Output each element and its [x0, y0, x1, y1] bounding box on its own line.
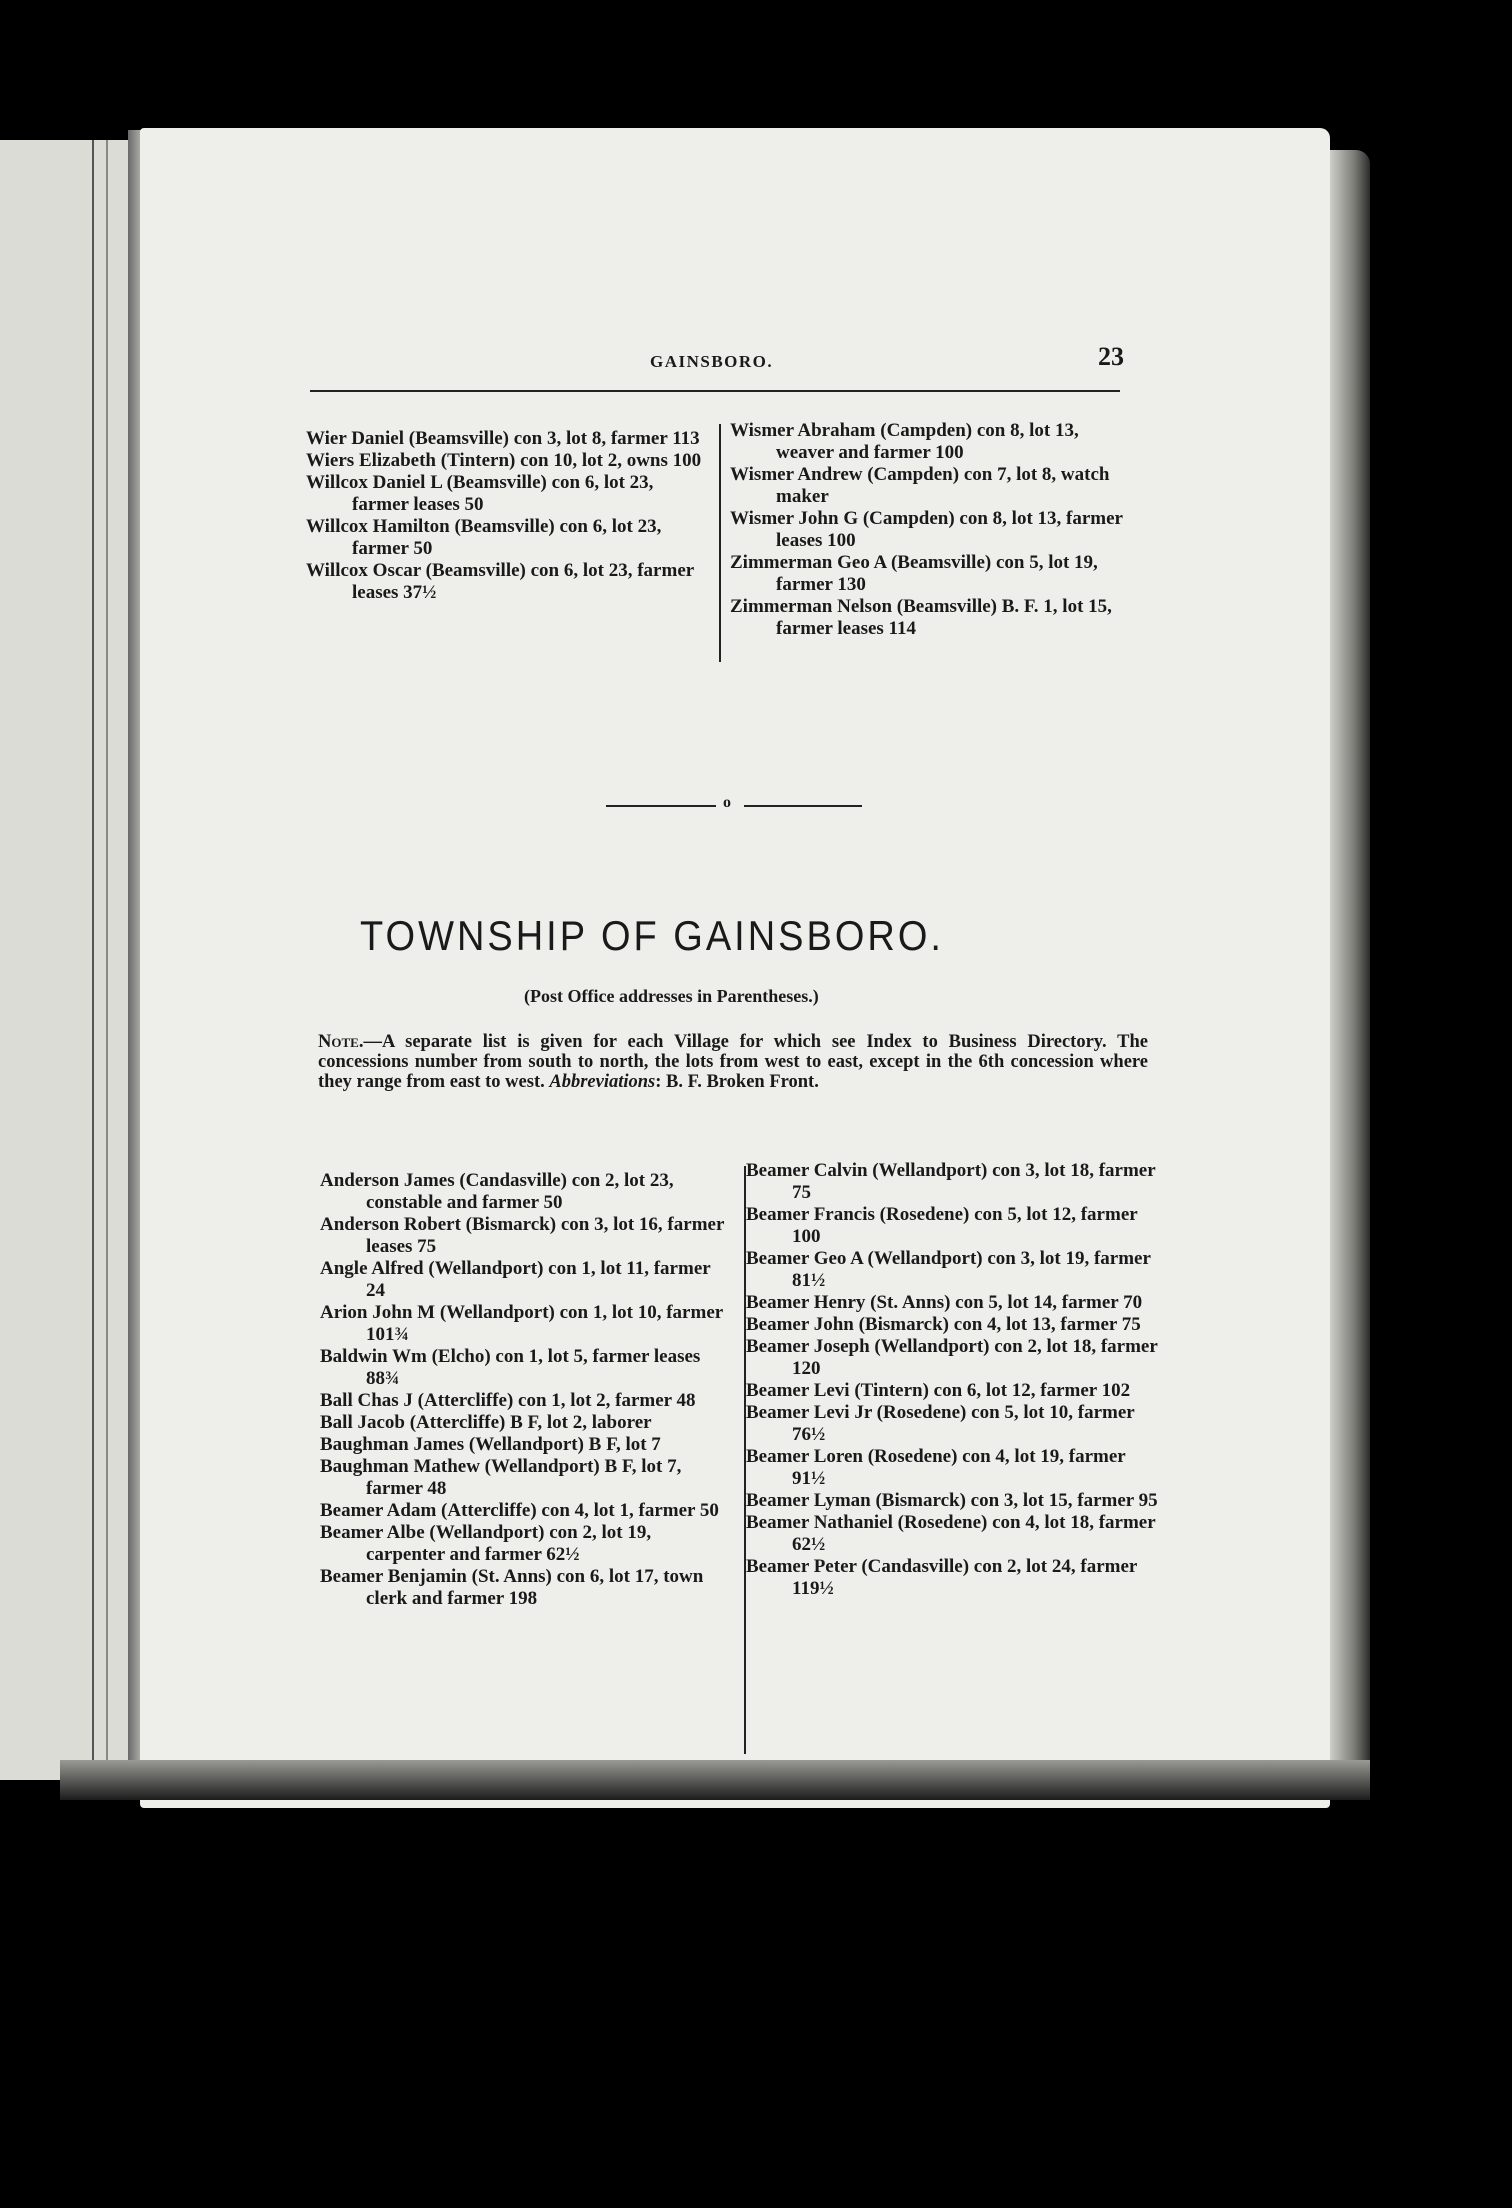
directory-entry: Beamer Geo A (Wellandport) con 3, lot 19, farmer 81½ — [746, 1248, 1151, 1291]
note-abbreviations-text: : B. F. Broken Front. — [655, 1072, 819, 1092]
directory-entry: Ball Jacob (Attercliffe) B F, lot 2, laborer — [320, 1412, 652, 1433]
ornament-mark: o — [723, 794, 731, 811]
ornament-rule-right — [744, 805, 862, 807]
header-rule — [310, 390, 1120, 392]
directory-entry: Willcox Hamilton (Beamsville) con 6, lot 23, farmer 50 — [306, 516, 662, 559]
directory-entry: Baldwin Wm (Elcho) con 1, lot 5, farmer leases 88¾ — [320, 1346, 701, 1389]
directory-entry: Anderson James (Candasville) con 2, lot 23, constable and farmer 50 — [320, 1170, 674, 1213]
section-subtitle: (Post Office addresses in Parentheses.) — [524, 986, 819, 1006]
page-bottom-shadow — [60, 1760, 1370, 1800]
directory-entry: Willcox Oscar (Beamsville) con 6, lot 23, farmer leases 37½ — [306, 560, 694, 603]
page-stack-edge — [1330, 150, 1370, 1790]
directory-entry: Beamer Albe (Wellandport) con 2, lot 19, carpenter and farmer 62½ — [320, 1522, 652, 1565]
running-head: GAINSBORO. — [650, 352, 774, 371]
directory-entry: Wismer John G (Campden) con 8, lot 13, farmer leases 100 — [730, 508, 1123, 551]
note-abbreviations-label: Abbreviations — [549, 1072, 656, 1092]
note-label: Note. — [318, 1032, 364, 1052]
directory-entry: Beamer Calvin (Wellandport) con 3, lot 18, farmer 75 — [746, 1160, 1156, 1203]
directory-entry: Wier Daniel (Beamsville) con 3, lot 8, farmer 113 — [306, 428, 700, 449]
directory-entry: Wismer Abraham (Campden) con 8, lot 13, weaver and farmer 100 — [730, 420, 1079, 463]
directory-entry: Beamer Nathaniel (Rosedene) con 4, lot 18, farmer 62½ — [746, 1512, 1156, 1555]
note-text: —A separate list is given for each Village for which see Index to Business Directory. The concessions number from south to north, the lots from west to east, except in the 6th concession where they range from east to west. — [318, 1032, 1148, 1092]
directory-entry: Beamer Loren (Rosedene) con 4, lot 19, farmer 91½ — [746, 1446, 1126, 1489]
directory-entry: Zimmerman Geo A (Beamsville) con 5, lot 19, farmer 130 — [730, 552, 1098, 595]
directory-entry: Beamer Levi Jr (Rosedene) con 5, lot 10, farmer 76½ — [746, 1402, 1135, 1445]
directory-entry: Beamer Peter (Candasville) con 2, lot 24, farmer 119½ — [746, 1556, 1137, 1599]
directory-entry: Ball Chas J (Attercliffe) con 1, lot 2, farmer 48 — [320, 1390, 696, 1411]
column-divider — [719, 424, 721, 662]
directory-entry: Zimmerman Nelson (Beamsville) B. F. 1, lot 15, farmer leases 114 — [730, 596, 1112, 639]
bottom-left-column — [320, 1170, 732, 1610]
page-number: 23 — [1098, 342, 1124, 371]
directory-entry: Arion John M (Wellandport) con 1, lot 10, farmer 101¾ — [320, 1302, 723, 1345]
directory-entry: Baughman Mathew (Wellandport) B F, lot 7, farmer 48 — [320, 1456, 682, 1499]
top-right-column — [730, 420, 1134, 640]
directory-entry: Beamer Adam (Attercliffe) con 4, lot 1, farmer 50 — [320, 1500, 719, 1521]
directory-entry: Anderson Robert (Bismarck) con 3, lot 16, farmer leases 75 — [320, 1214, 725, 1257]
section-ornament — [606, 794, 862, 818]
bottom-right-column — [746, 1160, 1158, 1600]
directory-entry: Wismer Andrew (Campden) con 7, lot 8, watch maker — [730, 464, 1110, 507]
page-header — [300, 342, 1124, 408]
section-title: TOWNSHIP OF GAINSBORO. — [360, 913, 944, 961]
directory-entry: Beamer Joseph (Wellandport) con 2, lot 18, farmer 120 — [746, 1336, 1158, 1379]
directory-entry: Beamer Henry (St. Anns) con 5, lot 14, farmer 70 — [746, 1292, 1143, 1313]
directory-entry: Beamer Benjamin (St. Anns) con 6, lot 17, town clerk and farmer 198 — [320, 1566, 704, 1609]
top-left-column — [306, 428, 706, 604]
directory-entry: Baughman James (Wellandport) B F, lot 7 — [320, 1434, 661, 1455]
directory-entry: Beamer Francis (Rosedene) con 5, lot 12, farmer 100 — [746, 1204, 1138, 1247]
ornament-rule-left — [606, 805, 716, 807]
facing-page-edge — [0, 140, 134, 1780]
directory-entry: Beamer Lyman (Bismarck) con 3, lot 15, farmer 95 — [746, 1490, 1158, 1511]
section-note — [318, 1032, 1148, 1092]
directory-entry: Beamer John (Bismarck) con 4, lot 13, farmer 75 — [746, 1314, 1141, 1335]
directory-entry: Wiers Elizabeth (Tintern) con 10, lot 2, owns 100 — [306, 450, 702, 471]
directory-entry: Beamer Levi (Tintern) con 6, lot 12, farmer 102 — [746, 1380, 1131, 1401]
directory-entry: Willcox Daniel L (Beamsville) con 6, lot 23, farmer leases 50 — [306, 472, 654, 515]
directory-entry: Angle Alfred (Wellandport) con 1, lot 11, farmer 24 — [320, 1258, 711, 1301]
facing-page-margin-rule — [92, 140, 108, 1780]
